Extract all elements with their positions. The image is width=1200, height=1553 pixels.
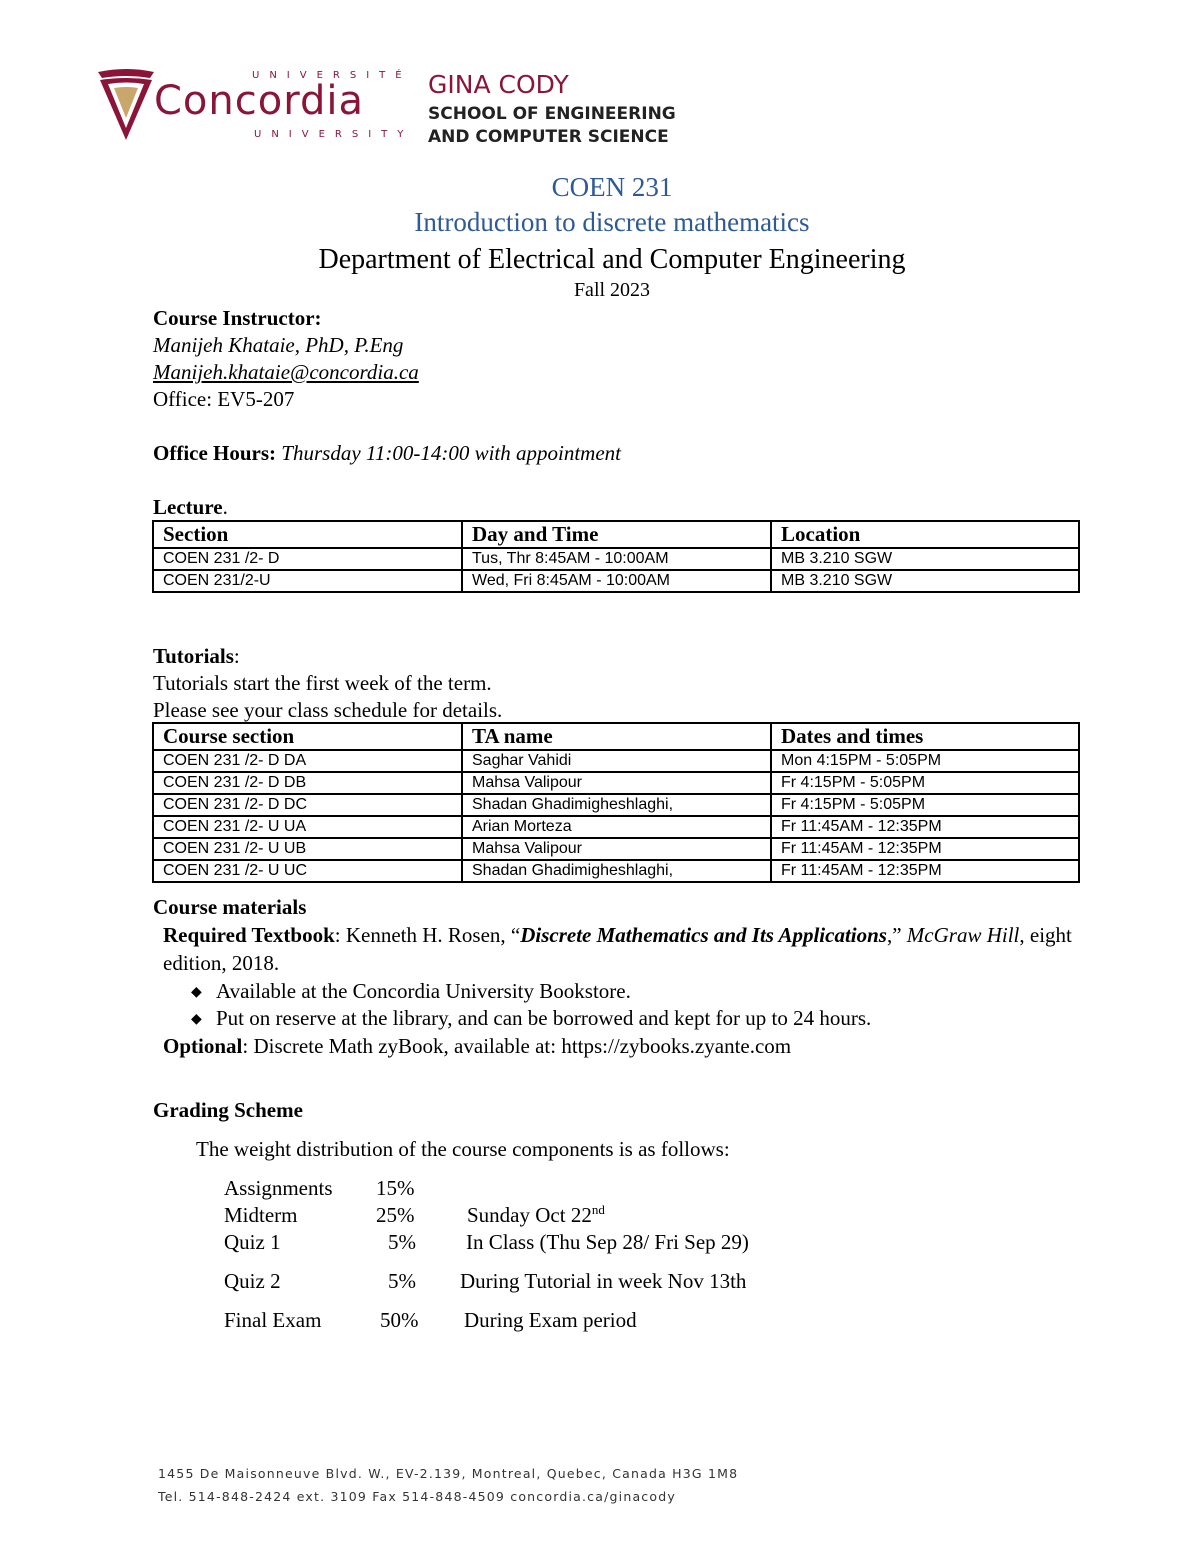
textbook-suffix: , eight edition, 2018. <box>163 923 1072 975</box>
footer-contact: Tel. 514-848-2424 ext. 3109 Fax 514-848-4509 concordia.ca/ginacody <box>158 1489 676 1504</box>
course-code: COEN 231 <box>551 172 673 202</box>
instructor-email-link[interactable]: Manijeh.khataie@concordia.ca <box>153 360 419 384</box>
table-cell: Fr 11:45AM - 12:35PM <box>771 838 1079 860</box>
textbook-mid: ,” <box>886 923 907 947</box>
tutorials-table <box>152 722 1080 883</box>
tutorials-heading-suffix: : <box>233 644 240 668</box>
table-row <box>153 570 1079 592</box>
column-header: Day and Time <box>462 521 771 548</box>
table-row <box>153 816 1079 838</box>
table-cell: Saghar Vahidi <box>462 750 771 772</box>
textbook-publisher: McGraw Hill <box>906 923 1020 947</box>
grade-item-note-text: Sunday Oct 22 <box>467 1203 592 1227</box>
grade-item-weight: 5% <box>388 1230 416 1254</box>
tutorials-line-1: Tutorials start the first week of the term. <box>153 671 492 695</box>
table-cell: Shadan Ghadimigheshlaghi, <box>462 794 771 816</box>
table-row <box>153 548 1079 570</box>
list-item: Available at the Concordia University Bookstore. <box>216 979 631 1003</box>
grade-item-weight: 25% <box>376 1203 415 1227</box>
university-text: UNIVERSITY <box>254 129 414 140</box>
textbook-prefix: : Kenneth H. Rosen, “ <box>334 923 521 947</box>
table-cell: Mahsa Valipour <box>462 838 771 860</box>
table-cell: Mahsa Valipour <box>462 772 771 794</box>
table-cell: Wed, Fri 8:45AM - 10:00AM <box>462 570 771 592</box>
office-hours <box>153 440 621 467</box>
grade-item-name: Midterm <box>224 1203 298 1227</box>
list-item: Put on reserve at the library, and can be borrowed and kept for up to 24 hours. <box>216 1006 872 1030</box>
grade-item-weight: 5% <box>388 1269 416 1293</box>
lecture-heading-label: Lecture <box>153 495 223 519</box>
column-header: Course section <box>153 723 462 750</box>
table-cell: MB 3.210 SGW <box>771 548 1079 570</box>
school-line-2: SCHOOL OF ENGINEERING <box>428 104 676 124</box>
optional-label: Optional <box>163 1034 243 1058</box>
grading-intro: The weight distribution of the course components is as follows: <box>196 1137 730 1161</box>
grade-item-note: During Exam period <box>464 1308 637 1332</box>
concordia-wordmark: Concordia <box>154 78 364 124</box>
universite-text: UNIVERSITÉ <box>252 70 412 81</box>
optional-line <box>163 1033 791 1060</box>
table-header-row <box>153 723 1079 750</box>
table-row <box>153 772 1079 794</box>
lecture-table <box>152 520 1080 593</box>
textbook-title: Discrete Mathematics and Its Applications <box>520 923 887 947</box>
column-header: Section <box>153 521 462 548</box>
table-cell: Fr 11:45AM - 12:35PM <box>771 860 1079 882</box>
table-cell: Fr 4:15PM - 5:05PM <box>771 772 1079 794</box>
office-hours-label: Office Hours: <box>153 441 277 465</box>
course-name: Introduction to discrete mathematics <box>414 207 810 237</box>
materials-heading: Course materials <box>153 895 307 919</box>
column-header: Location <box>771 521 1079 548</box>
grade-item-note <box>467 1203 605 1228</box>
lecture-heading-suffix: . <box>222 495 228 519</box>
column-header: Dates and times <box>771 723 1079 750</box>
table-cell: COEN 231 /2- D DA <box>153 750 462 772</box>
grade-item-name: Quiz 1 <box>224 1230 281 1254</box>
instructor-office: Office: EV5-207 <box>153 387 295 411</box>
table-header-row <box>153 521 1079 548</box>
table-cell: COEN 231/2-U <box>153 570 462 592</box>
textbook-label: Required Textbook <box>163 923 335 947</box>
tutorials-heading <box>153 643 240 670</box>
school-name: GINA CODY <box>428 70 569 99</box>
term: Fall 2023 <box>573 279 651 301</box>
textbook-paragraph <box>163 921 1083 977</box>
table-row <box>153 794 1079 816</box>
instructor-heading: Course Instructor: <box>153 306 322 330</box>
grade-item-name: Final Exam <box>224 1308 322 1332</box>
grading-heading: Grading Scheme <box>153 1098 303 1122</box>
bullet-icon: ◆ <box>191 1012 202 1027</box>
table-cell: COEN 231 /2- D <box>153 548 462 570</box>
table-cell: Fr 4:15PM - 5:05PM <box>771 794 1079 816</box>
footer-address: 1455 De Maisonneuve Blvd. W., EV-2.139, Montreal, Quebec, Canada H3G 1M8 <box>158 1466 739 1481</box>
grade-item-note: During Tutorial in week Nov 13th <box>460 1269 747 1293</box>
tutorials-line-2: Please see your class schedule for details. <box>153 698 503 722</box>
school-line-3: AND COMPUTER SCIENCE <box>428 127 669 147</box>
lecture-heading <box>153 494 228 521</box>
table-cell: Shadan Ghadimigheshlaghi, <box>462 860 771 882</box>
table-cell: Arian Morteza <box>462 816 771 838</box>
table-cell: COEN 231 /2- U UC <box>153 860 462 882</box>
table-row <box>153 838 1079 860</box>
concordia-shield-icon <box>96 68 156 142</box>
office-hours-value: Thursday 11:00-14:00 with appointment <box>276 441 621 465</box>
grade-item-weight: 50% <box>380 1308 419 1332</box>
optional-text: : Discrete Math zyBook, available at: https://zybooks.zyante.com <box>242 1034 792 1058</box>
header-logos <box>96 66 696 152</box>
table-row <box>153 750 1079 772</box>
table-row <box>153 860 1079 882</box>
grade-item-note: In Class (Thu Sep 28/ Fri Sep 29) <box>466 1230 749 1254</box>
grade-item-name: Quiz 2 <box>224 1269 281 1293</box>
table-cell: COEN 231 /2- U UA <box>153 816 462 838</box>
grade-item-name: Assignments <box>224 1176 333 1200</box>
column-header: TA name <box>462 723 771 750</box>
tutorials-heading-label: Tutorials <box>153 644 234 668</box>
table-cell: COEN 231 /2- D DB <box>153 772 462 794</box>
grade-item-weight: 15% <box>376 1176 415 1200</box>
table-cell: COEN 231 /2- U UB <box>153 838 462 860</box>
table-cell: MB 3.210 SGW <box>771 570 1079 592</box>
table-cell: Tus, Thr 8:45AM - 10:00AM <box>462 548 771 570</box>
department: Department of Electrical and Computer Engineering <box>318 244 906 275</box>
instructor-name: Manijeh Khataie, PhD, P.Eng <box>153 333 404 357</box>
table-cell: Fr 11:45AM - 12:35PM <box>771 816 1079 838</box>
bullet-icon: ◆ <box>191 985 202 1000</box>
table-cell: Mon 4:15PM - 5:05PM <box>771 750 1079 772</box>
grade-item-note-sup: nd <box>591 1202 605 1217</box>
table-cell: COEN 231 /2- D DC <box>153 794 462 816</box>
